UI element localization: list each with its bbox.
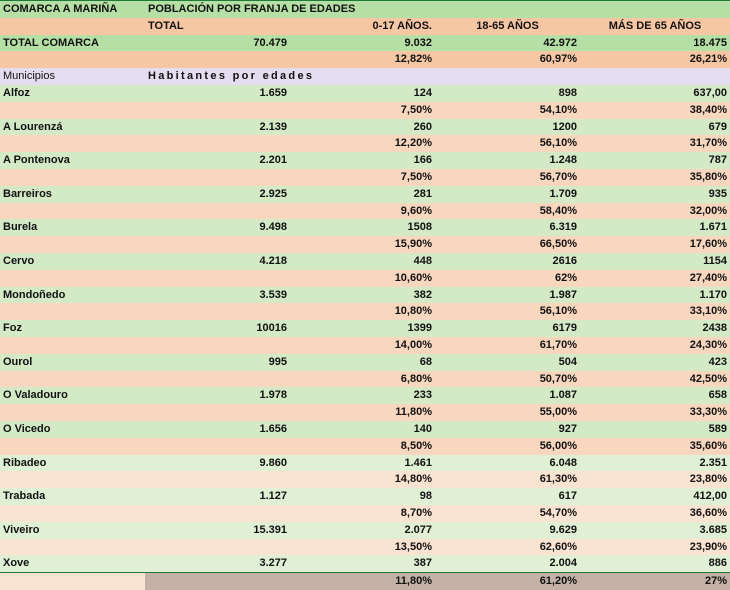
municipality-row	[0, 253, 730, 270]
municipality-total[interactable]: 1.978	[145, 387, 290, 404]
total-pct-18-65[interactable]: 60,97%	[435, 51, 580, 68]
municipality-18-65[interactable]: 6.048	[435, 455, 580, 472]
total-0-17[interactable]: 9.032	[290, 35, 435, 52]
total-row	[0, 35, 730, 52]
municipality-65-plus[interactable]: 1154	[580, 253, 730, 270]
municipality-pct-65-plus[interactable]: 17,60%	[580, 236, 730, 253]
municipality-65-plus[interactable]: 3.685	[580, 522, 730, 539]
municipality-row	[0, 219, 730, 236]
total-18-65[interactable]: 42.972	[435, 35, 580, 52]
municipality-row	[0, 354, 730, 371]
pct-empty-cell[interactable]	[0, 404, 145, 421]
municipality-row	[0, 85, 730, 102]
municipality-18-65[interactable]: 1.087	[435, 387, 580, 404]
municipality-row	[0, 320, 730, 337]
municipality-name[interactable]: Foz	[0, 320, 145, 337]
pct-empty-cell[interactable]	[0, 438, 145, 455]
municipios-row	[0, 68, 730, 85]
municipality-pct-65-plus[interactable]: 27,40%	[580, 270, 730, 287]
municipality-pct-row	[0, 337, 730, 354]
municipality-pct-row	[0, 539, 730, 556]
municipality-row	[0, 522, 730, 539]
municipality-pct-row	[0, 303, 730, 320]
municipality-total[interactable]: 1.656	[145, 421, 290, 438]
municipality-row	[0, 287, 730, 304]
municipality-0-17[interactable]: 124	[290, 85, 435, 102]
municipality-65-plus[interactable]: 637,00	[580, 85, 730, 102]
municipality-pct-18-65[interactable]: 58,40%	[435, 203, 580, 220]
municipality-pct-row	[0, 573, 730, 590]
municipality-pct-18-65[interactable]: 56,10%	[435, 303, 580, 320]
municipality-0-17[interactable]: 68	[290, 354, 435, 371]
municipality-row	[0, 186, 730, 203]
pct-empty-cell[interactable]	[145, 505, 290, 522]
municipality-name[interactable]: Cervo	[0, 253, 145, 270]
municipality-pct-row	[0, 404, 730, 421]
municipality-18-65[interactable]: 898	[435, 85, 580, 102]
pct-empty-cell[interactable]	[145, 236, 290, 253]
municipality-18-65[interactable]: 927	[435, 421, 580, 438]
municipality-row	[0, 387, 730, 404]
municipality-name[interactable]: Alfoz	[0, 85, 145, 102]
municipality-pct-65-plus[interactable]: 35,60%	[580, 438, 730, 455]
total-65-plus[interactable]: 18.475	[580, 35, 730, 52]
habitantes-caption[interactable]: Habitantes por edades	[145, 68, 730, 85]
pct-empty-cell[interactable]	[0, 236, 145, 253]
pct-empty-cell[interactable]	[145, 371, 290, 388]
municipality-total[interactable]: 2.201	[145, 152, 290, 169]
municipality-65-plus[interactable]: 935	[580, 186, 730, 203]
pct-empty-cell[interactable]	[145, 573, 290, 590]
municipality-18-65[interactable]: 6179	[435, 320, 580, 337]
pct-empty-cell[interactable]	[145, 471, 290, 488]
municipality-0-17[interactable]: 281	[290, 186, 435, 203]
municipality-0-17[interactable]: 2.077	[290, 522, 435, 539]
pct-empty-cell[interactable]	[145, 270, 290, 287]
pct-empty-cell[interactable]	[0, 539, 145, 556]
municipios-label[interactable]: Municipios	[0, 68, 145, 85]
municipality-total[interactable]: 9.860	[145, 455, 290, 472]
municipality-pct-row	[0, 471, 730, 488]
municipality-0-17[interactable]: 1399	[290, 320, 435, 337]
municipality-pct-18-65[interactable]: 50,70%	[435, 371, 580, 388]
municipality-0-17[interactable]: 140	[290, 421, 435, 438]
municipality-pct-row	[0, 371, 730, 388]
municipality-pct-0-17[interactable]: 11,80%	[290, 573, 435, 590]
header-row	[0, 18, 730, 35]
municipality-pct-65-plus[interactable]: 33,30%	[580, 404, 730, 421]
municipality-name[interactable]: Mondoñedo	[0, 287, 145, 304]
municipality-total[interactable]: 995	[145, 354, 290, 371]
municipality-18-65[interactable]: 617	[435, 488, 580, 505]
header-18-65[interactable]: 18-65 AÑOS	[435, 18, 580, 35]
total-pct-0-17[interactable]: 12,82%	[290, 51, 435, 68]
municipality-18-65[interactable]: 9.629	[435, 522, 580, 539]
municipality-0-17[interactable]: 98	[290, 488, 435, 505]
municipality-row	[0, 455, 730, 472]
municipality-65-plus[interactable]: 787	[580, 152, 730, 169]
municipality-65-plus[interactable]: 679	[580, 119, 730, 136]
pct-empty-cell[interactable]	[0, 371, 145, 388]
municipality-pct-0-17[interactable]: 7,50%	[290, 102, 435, 119]
municipality-pct-18-65[interactable]: 62,60%	[435, 539, 580, 556]
municipality-18-65[interactable]: 1.248	[435, 152, 580, 169]
municipality-name[interactable]: Viveiro	[0, 522, 145, 539]
municipality-pct-row	[0, 135, 730, 152]
municipality-pct-row	[0, 505, 730, 522]
pct-empty-cell[interactable]	[0, 102, 145, 119]
municipality-65-plus[interactable]: 2.351	[580, 455, 730, 472]
municipality-pct-65-plus[interactable]: 42,50%	[580, 371, 730, 388]
total-label[interactable]: TOTAL COMARCA	[0, 35, 145, 52]
municipality-total[interactable]: 3.277	[145, 555, 290, 572]
municipality-pct-18-65[interactable]: 62%	[435, 270, 580, 287]
municipality-name[interactable]: Ribadeo	[0, 455, 145, 472]
municipality-0-17[interactable]: 387	[290, 555, 435, 572]
pct-empty-cell[interactable]	[0, 135, 145, 152]
municipality-18-65[interactable]: 2616	[435, 253, 580, 270]
municipality-65-plus[interactable]: 412,00	[580, 488, 730, 505]
municipality-pct-18-65[interactable]: 56,10%	[435, 135, 580, 152]
municipality-total[interactable]: 2.925	[145, 186, 290, 203]
pct-empty-cell[interactable]	[145, 404, 290, 421]
municipality-total[interactable]: 4.218	[145, 253, 290, 270]
pct-empty-cell[interactable]	[145, 135, 290, 152]
municipality-name[interactable]: Trabada	[0, 488, 145, 505]
municipality-pct-0-17[interactable]: 10,60%	[290, 270, 435, 287]
pct-empty-cell[interactable]	[0, 505, 145, 522]
municipality-name[interactable]: Barreiros	[0, 186, 145, 203]
municipality-18-65[interactable]: 504	[435, 354, 580, 371]
pct-empty-cell[interactable]	[145, 303, 290, 320]
municipality-total[interactable]: 2.139	[145, 119, 290, 136]
title-row	[0, 1, 730, 18]
pct-empty-cell[interactable]	[145, 203, 290, 220]
municipality-total[interactable]: 9.498	[145, 219, 290, 236]
municipality-name[interactable]: Xove	[0, 555, 145, 572]
municipality-pct-18-65[interactable]: 56,70%	[435, 169, 580, 186]
pct-empty-cell[interactable]	[0, 573, 145, 590]
municipality-pct-row	[0, 169, 730, 186]
municipality-pct-65-plus[interactable]: 38,40%	[580, 102, 730, 119]
municipality-row	[0, 555, 730, 572]
municipality-name[interactable]: Burela	[0, 219, 145, 236]
municipality-pct-0-17[interactable]: 8,50%	[290, 438, 435, 455]
municipality-pct-65-plus[interactable]: 33,10%	[580, 303, 730, 320]
pct-empty-cell[interactable]	[145, 169, 290, 186]
total-value[interactable]: 70.479	[145, 35, 290, 52]
municipality-pct-0-17[interactable]: 15,90%	[290, 236, 435, 253]
municipality-0-17[interactable]: 233	[290, 387, 435, 404]
municipality-total[interactable]: 15.391	[145, 522, 290, 539]
municipality-pct-18-65[interactable]: 61,70%	[435, 337, 580, 354]
municipality-pct-18-65[interactable]: 55,00%	[435, 404, 580, 421]
pct-empty-cell[interactable]	[145, 337, 290, 354]
municipality-pct-0-17[interactable]: 7,50%	[290, 169, 435, 186]
municipality-name[interactable]: O Vicedo	[0, 421, 145, 438]
municipality-0-17[interactable]: 166	[290, 152, 435, 169]
municipality-name[interactable]: A Pontenova	[0, 152, 145, 169]
pct-empty-cell[interactable]	[0, 337, 145, 354]
municipality-65-plus[interactable]: 589	[580, 421, 730, 438]
municipality-0-17[interactable]: 260	[290, 119, 435, 136]
municipality-pct-row	[0, 203, 730, 220]
total-pct-row	[0, 51, 730, 68]
municipality-name[interactable]: Ourol	[0, 354, 145, 371]
municipality-pct-0-17[interactable]: 12,20%	[290, 135, 435, 152]
total-pct-empty-cell[interactable]	[0, 51, 145, 68]
municipality-pct-0-17[interactable]: 8,70%	[290, 505, 435, 522]
municipality-pct-65-plus[interactable]: 24,30%	[580, 337, 730, 354]
municipality-row	[0, 488, 730, 505]
table-title[interactable]: POBLACIÓN POR FRANJA DE EDADES	[145, 1, 730, 18]
municipality-pct-row	[0, 438, 730, 455]
municipality-name[interactable]: O Valadouro	[0, 387, 145, 404]
pct-empty-cell[interactable]	[145, 438, 290, 455]
municipality-row	[0, 421, 730, 438]
municipality-pct-18-65[interactable]: 54,10%	[435, 102, 580, 119]
municipality-pct-18-65[interactable]: 56,00%	[435, 438, 580, 455]
municipality-pct-0-17[interactable]: 14,80%	[290, 471, 435, 488]
pct-empty-cell[interactable]	[0, 303, 145, 320]
municipality-pct-18-65[interactable]: 61,20%	[435, 573, 580, 590]
municipality-65-plus[interactable]: 2438	[580, 320, 730, 337]
pct-empty-cell[interactable]	[145, 102, 290, 119]
header-total[interactable]: TOTAL	[145, 18, 290, 35]
municipality-18-65[interactable]: 2.004	[435, 555, 580, 572]
municipality-row	[0, 152, 730, 169]
municipality-pct-18-65[interactable]: 61,30%	[435, 471, 580, 488]
municipality-total[interactable]: 10016	[145, 320, 290, 337]
municipality-pct-65-plus[interactable]: 36,60%	[580, 505, 730, 522]
pct-empty-cell[interactable]	[0, 270, 145, 287]
municipality-pct-65-plus[interactable]: 23,90%	[580, 539, 730, 556]
municipality-row	[0, 119, 730, 136]
municipality-pct-0-17[interactable]: 10,80%	[290, 303, 435, 320]
municipality-pct-65-plus[interactable]: 35,80%	[580, 169, 730, 186]
municipality-65-plus[interactable]: 658	[580, 387, 730, 404]
municipality-pct-65-plus[interactable]: 23,80%	[580, 471, 730, 488]
municipality-pct-65-plus[interactable]: 31,70%	[580, 135, 730, 152]
pct-empty-cell[interactable]	[0, 471, 145, 488]
total-pct-65-plus[interactable]: 26,21%	[580, 51, 730, 68]
municipality-pct-0-17[interactable]: 9,60%	[290, 203, 435, 220]
municipality-18-65[interactable]: 1.709	[435, 186, 580, 203]
header-empty-cell[interactable]	[0, 18, 145, 35]
total-pct-empty-cell[interactable]	[145, 51, 290, 68]
municipality-pct-65-plus[interactable]: 27%	[580, 573, 730, 590]
municipality-total[interactable]: 1.127	[145, 488, 290, 505]
municipality-pct-row	[0, 102, 730, 119]
municipality-18-65[interactable]: 1200	[435, 119, 580, 136]
municipality-total[interactable]: 1.659	[145, 85, 290, 102]
municipality-pct-18-65[interactable]: 54,70%	[435, 505, 580, 522]
municipality-name[interactable]: A Lourenzá	[0, 119, 145, 136]
municipality-0-17[interactable]: 382	[290, 287, 435, 304]
pct-empty-cell[interactable]	[145, 539, 290, 556]
municipality-18-65[interactable]: 6.319	[435, 219, 580, 236]
pct-empty-cell[interactable]	[0, 169, 145, 186]
municipality-0-17[interactable]: 1.461	[290, 455, 435, 472]
municipality-pct-0-17[interactable]: 6,80%	[290, 371, 435, 388]
municipality-pct-0-17[interactable]: 13,50%	[290, 539, 435, 556]
municipality-total[interactable]: 3.539	[145, 287, 290, 304]
municipality-65-plus[interactable]: 1.170	[580, 287, 730, 304]
comarca-title[interactable]: COMARCA A MARIÑA	[0, 1, 145, 18]
municipality-65-plus[interactable]: 886	[580, 555, 730, 572]
header-0-17[interactable]: 0-17 AÑOS.	[290, 18, 435, 35]
municipality-pct-row	[0, 270, 730, 287]
municipality-pct-65-plus[interactable]: 32,00%	[580, 203, 730, 220]
municipality-65-plus[interactable]: 1.671	[580, 219, 730, 236]
municipality-0-17[interactable]: 1508	[290, 219, 435, 236]
municipality-18-65[interactable]: 1.987	[435, 287, 580, 304]
municipality-pct-18-65[interactable]: 66,50%	[435, 236, 580, 253]
municipality-0-17[interactable]: 448	[290, 253, 435, 270]
pct-empty-cell[interactable]	[0, 203, 145, 220]
municipality-pct-0-17[interactable]: 11,80%	[290, 404, 435, 421]
municipality-pct-0-17[interactable]: 14,00%	[290, 337, 435, 354]
municipality-pct-row	[0, 236, 730, 253]
header-65-plus[interactable]: MÁS DE 65 AÑOS	[580, 18, 730, 35]
municipality-65-plus[interactable]: 423	[580, 354, 730, 371]
